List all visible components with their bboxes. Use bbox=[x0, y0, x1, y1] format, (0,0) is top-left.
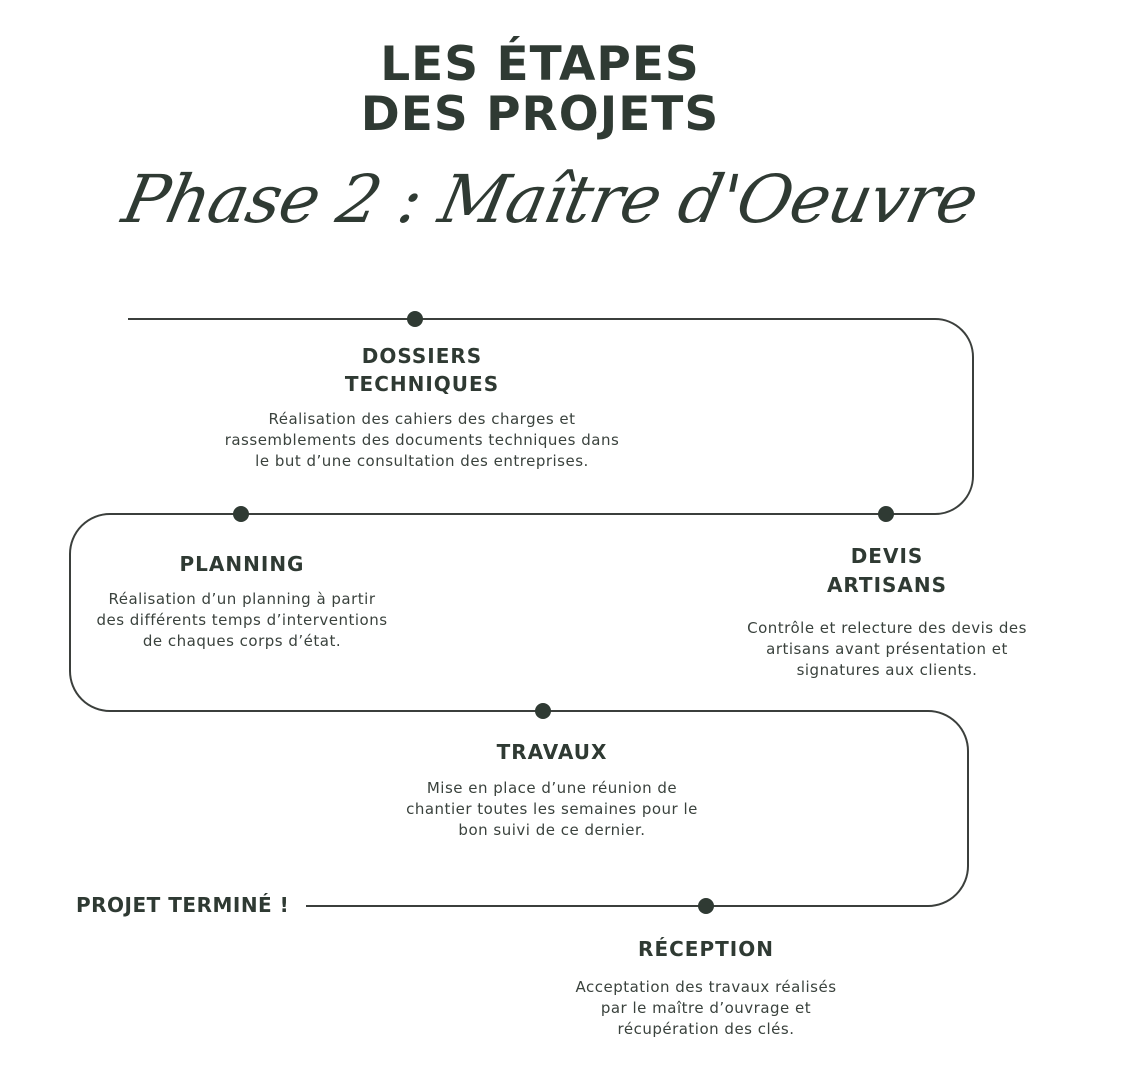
step-title-line: TRAVAUX bbox=[496, 740, 608, 764]
phase-subtitle: Phase 2 : Maître d'Oeuvre bbox=[116, 161, 985, 238]
milestone-dot-dossiers bbox=[407, 311, 423, 327]
step-planning bbox=[82, 550, 402, 652]
desc-line: récupération des clés. bbox=[617, 1020, 795, 1038]
step-title bbox=[202, 342, 642, 398]
step-title bbox=[546, 935, 866, 963]
step-devis-artisans bbox=[722, 542, 1052, 681]
desc-line: de chaques corps d’état. bbox=[142, 632, 342, 650]
step-title-line: ARTISANS bbox=[826, 573, 948, 597]
desc-line: signatures aux clients. bbox=[796, 661, 978, 679]
step-title-line: DOSSIERS bbox=[361, 344, 483, 368]
desc-line: Acceptation des travaux réalisés bbox=[575, 978, 837, 996]
step-reception bbox=[546, 935, 866, 1040]
desc-line: Réalisation d’un planning à partir bbox=[108, 590, 376, 608]
step-title bbox=[82, 550, 402, 578]
desc-line: Réalisation des cahiers des charges et bbox=[268, 410, 576, 428]
milestone-dot-devis bbox=[878, 506, 894, 522]
step-description bbox=[82, 589, 402, 652]
desc-line: par le maître d’ouvrage et bbox=[600, 999, 812, 1017]
step-description bbox=[546, 977, 866, 1040]
step-description bbox=[722, 618, 1052, 681]
step-title-line: PLANNING bbox=[179, 552, 305, 576]
step-title bbox=[722, 542, 1052, 600]
desc-line: rassemblements des documents techniques dans bbox=[224, 431, 620, 449]
step-title-line: DEVIS bbox=[850, 544, 924, 568]
desc-line: des différents temps d’interventions bbox=[96, 611, 388, 629]
step-travaux bbox=[382, 738, 722, 841]
step-title bbox=[382, 738, 722, 766]
title-line-2: DES PROJETS bbox=[360, 87, 720, 142]
step-description bbox=[382, 778, 722, 841]
step-description bbox=[202, 409, 642, 472]
desc-line: Contrôle et relecture des devis des bbox=[747, 619, 1027, 637]
desc-line: le but d’une consultation des entreprises. bbox=[255, 452, 589, 470]
step-dossiers-techniques bbox=[202, 342, 642, 472]
step-title-line: TECHNIQUES bbox=[344, 372, 500, 396]
milestone-dot-planning bbox=[233, 506, 249, 522]
desc-line: chantier toutes les semaines pour le bbox=[406, 800, 698, 818]
title-line-1: LES ÉTAPES bbox=[380, 37, 700, 92]
project-complete-label: PROJET TERMINÉ ! bbox=[76, 893, 290, 917]
milestone-dot-reception bbox=[698, 898, 714, 914]
step-title-line: RÉCEPTION bbox=[638, 937, 774, 961]
desc-line: bon suivi de ce dernier. bbox=[458, 821, 646, 839]
desc-line: artisans avant présentation et bbox=[766, 640, 1008, 658]
desc-line: Mise en place d’une réunion de bbox=[426, 779, 678, 797]
milestone-dot-travaux bbox=[535, 703, 551, 719]
